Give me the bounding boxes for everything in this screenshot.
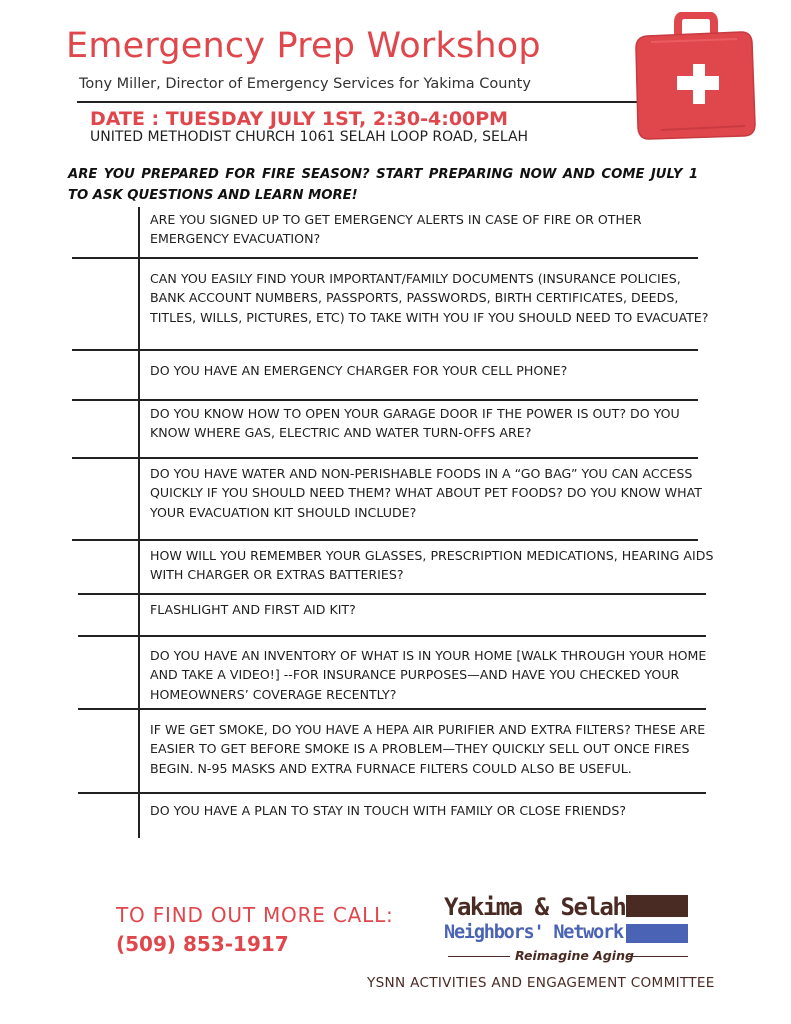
logo-tagline: Reimagine Aging [515,948,634,963]
logo-title-line2: Neighbors' Network [444,922,623,943]
logo-bar-blue [626,924,688,943]
committee-name: YSNN ACTIVITIES AND ENGAGEMENT COMMITTEE [367,975,715,991]
checklist-divider [72,399,698,401]
intro-text: ARE YOU PREPARED FOR FIRE SEASON? START PREPARING NOW AND COME JULY 1 TO ASK QUESTIONS AND LEARN MORE! [68,167,698,203]
checklist-item: DO YOU HAVE AN EMERGENCY CHARGER FOR YOUR CELL PHONE? [150,363,568,378]
checklist-item: DO YOU HAVE WATER AND NON-PERISHABLE FOODS IN A “GO BAG” YOU CAN ACCESS QUICKLY IF YOU SHOULD NEED THEM? WHAT ABOUT PET FOODS? DO YOU KNOW WHAT YOUR EVACUATION KIT SHOULD INCLUDE? [150,466,702,520]
event-address: UNITED METHODIST CHURCH 1061 SELAH LOOP ROAD, SELAH [90,129,529,145]
checklist-item: HOW WILL YOU REMEMBER YOUR GLASSES, PRESCRIPTION MEDICATIONS, HEARING AIDS WITH CHARGER OR EXTRAS BATTERIES? [150,548,714,583]
checklist-divider [72,349,698,351]
checklist-item: DO YOU HAVE A PLAN TO STAY IN TOUCH WITH FAMILY OR CLOSE FRIENDS? [150,803,627,818]
first-aid-kit-icon [633,12,759,142]
logo-title-line1: Yakima & Selah [444,893,626,921]
logo-tagline-rule [628,956,688,957]
logo-tagline-rule [448,956,510,957]
page-title: Emergency Prep Workshop [66,26,541,66]
checklist-divider [72,539,698,541]
checklist-divider [78,593,706,595]
contact-phone[interactable]: (509) 853-1917 [116,932,289,956]
checklist-divider [78,792,706,794]
checklist-divider [72,457,698,459]
checklist-item: ARE YOU SIGNED UP TO GET EMERGENCY ALERTS IN CASE OF FIRE OR OTHER EMERGENCY EVACUATION? [150,212,642,247]
checklist-item: DO YOU KNOW HOW TO OPEN YOUR GARAGE DOOR IF THE POWER IS OUT? DO YOU KNOW WHERE GAS, ELECTRIC AND WATER TURN-OFFS ARE? [150,406,680,441]
checklist-item: DO YOU HAVE AN INVENTORY OF WHAT IS IN YOUR HOME [WALK THROUGH YOUR HOME AND TAKE A VIDEO!] --FOR INSURANCE PURPOSES—AND HAVE YOU CHECKED YOUR HOMEOWNERS’ COVERAGE RECENTLY? [150,648,707,702]
checklist-vertical-rule [138,207,140,838]
contact-prompt: TO FIND OUT MORE CALL: [116,903,394,927]
checklist-item: FLASHLIGHT AND FIRST AID KIT? [150,602,356,617]
presenter-line: Tony Miller, Director of Emergency Services for Yakima County [79,76,531,92]
checklist-divider [78,708,706,710]
checklist-divider [72,257,698,259]
logo-bar-brown [626,895,688,917]
event-date: DATE : TUESDAY JULY 1ST, 2:30-4:00PM [90,108,509,130]
checklist-item: CAN YOU EASILY FIND YOUR IMPORTANT/FAMILY DOCUMENTS (INSURANCE POLICIES, BANK ACCOUNT NUMBERS, PASSPORTS, PASSWORDS, BIRTH CERTIFICATES, DEEDS, TITLES, WILLS, PICTURES, ETC) TO TAKE WITH YOU IF YOU SHOULD NEED TO EVACUATE? [150,271,709,325]
checklist-item: IF WE GET SMOKE, DO YOU HAVE A HEPA AIR PURIFIER AND EXTRA FILTERS? THESE ARE EASIER TO GET BEFORE SMOKE IS A PROBLEM—THEY QUICKLY SELL OUT ONCE FIRES BEGIN. N-95 MASKS AND EXTRA FURNACE FILTERS COULD ALSO BE USEFUL. [150,722,706,776]
checklist-divider [78,635,706,637]
header-divider [77,101,649,103]
